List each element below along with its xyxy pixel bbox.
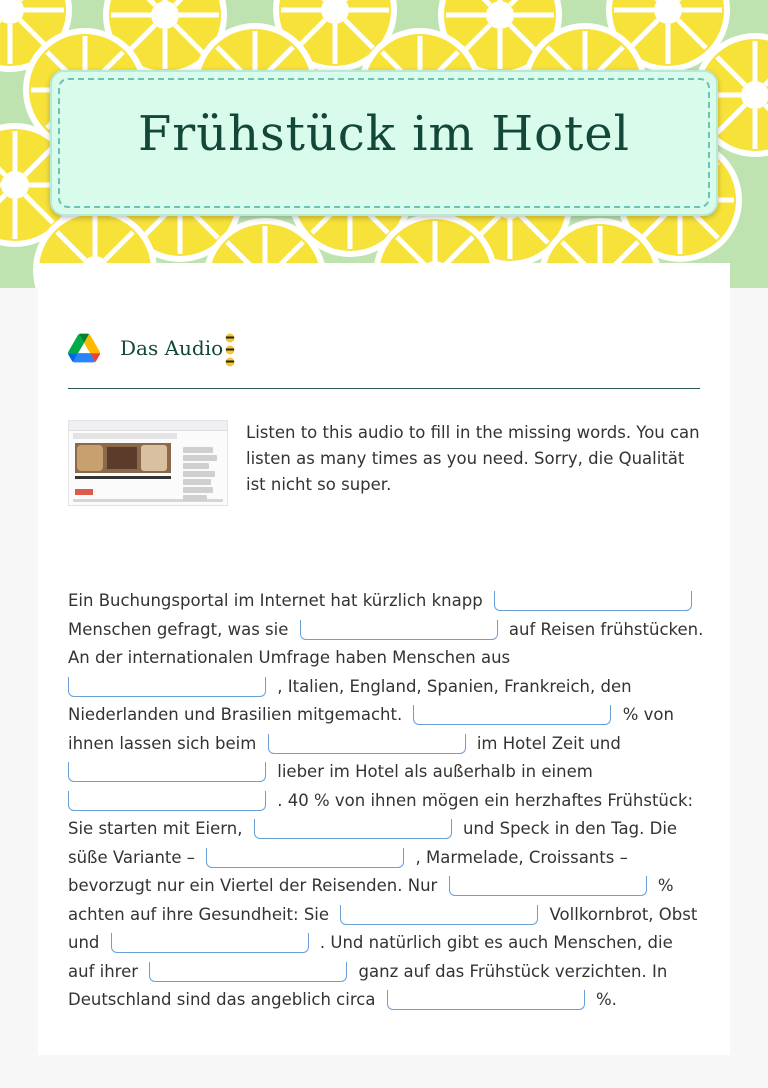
audio-title-text: Das Audio	[120, 336, 224, 360]
cloze-text	[68, 587, 704, 1015]
blank-input-13[interactable]	[149, 962, 347, 982]
cloze-segment: und Speck in den Tag. Die süße Variante –	[68, 819, 678, 867]
blank-input-4[interactable]	[413, 705, 611, 725]
blank-input-12[interactable]	[111, 933, 309, 953]
cloze-segment: . 40 % von ihnen mögen ein herzhaftes Frühstück: Sie starten mit Eiern,	[68, 790, 694, 838]
cloze-segment: %.	[595, 990, 617, 1009]
audio-instructions: Listen to this audio to fill in the missing words. You can listen as many times as you need. Sorry, die Qualität ist nicht so super.	[246, 423, 700, 494]
blank-input-7[interactable]	[68, 791, 266, 811]
cloze-segment: % achten auf ihre Gesundheit: Sie	[68, 876, 674, 924]
cloze-segment: , Marmelade, Croissants – bevorzugt nur ein Viertel der Reisenden. Nur	[68, 847, 628, 895]
sunglasses-emoji-icon	[224, 333, 236, 367]
cloze-segment: ganz auf das Frühstück verzichten. In Deutschland sind das angeblich circa	[68, 961, 668, 1009]
cloze-segment: , Italien, England, Spanien, Frankreich, den Niederlanden und Brasilien mitgemacht.	[68, 676, 632, 724]
cloze-segment: auf Reisen frühstücken. An der internationalen Umfrage haben Menschen aus	[68, 619, 704, 667]
cloze-segment: Menschen gefragt, was sie	[68, 619, 289, 639]
blank-input-14[interactable]	[387, 990, 585, 1010]
blank-input-8[interactable]	[254, 819, 452, 839]
section-divider	[68, 388, 700, 389]
blank-input-3[interactable]	[68, 677, 266, 697]
blank-input-5[interactable]	[268, 734, 466, 754]
cloze-segment: Ein Buchungsportal im Internet hat kürzlich knapp	[68, 591, 483, 610]
blank-input-11[interactable]	[340, 905, 538, 925]
audio-preview-thumbnail[interactable]	[68, 420, 228, 506]
page-title: Frühstück im Hotel	[137, 106, 631, 162]
blank-input-9[interactable]	[206, 848, 404, 868]
blank-input-1[interactable]	[494, 591, 692, 611]
lemon-banner	[0, 0, 768, 288]
content-card	[38, 263, 730, 1055]
cloze-segment: % von ihnen lassen sich beim	[68, 705, 674, 753]
cloze-segment: Vollkornbrot, Obst und	[68, 904, 698, 952]
blank-input-2[interactable]	[300, 620, 498, 640]
audio-title[interactable]	[120, 333, 236, 367]
cloze-segment: . Und natürlich gibt es auch Menschen, die auf ihrer	[68, 933, 673, 981]
cloze-segment: lieber im Hotel als außerhalb in einem	[277, 762, 593, 781]
blank-input-6[interactable]	[68, 762, 266, 782]
google-drive-icon[interactable]	[68, 333, 100, 363]
audio-heading-row[interactable]	[68, 325, 700, 369]
blank-input-10[interactable]	[449, 876, 647, 896]
cloze-segment: im Hotel Zeit und	[476, 733, 621, 753]
title-card	[50, 70, 718, 216]
